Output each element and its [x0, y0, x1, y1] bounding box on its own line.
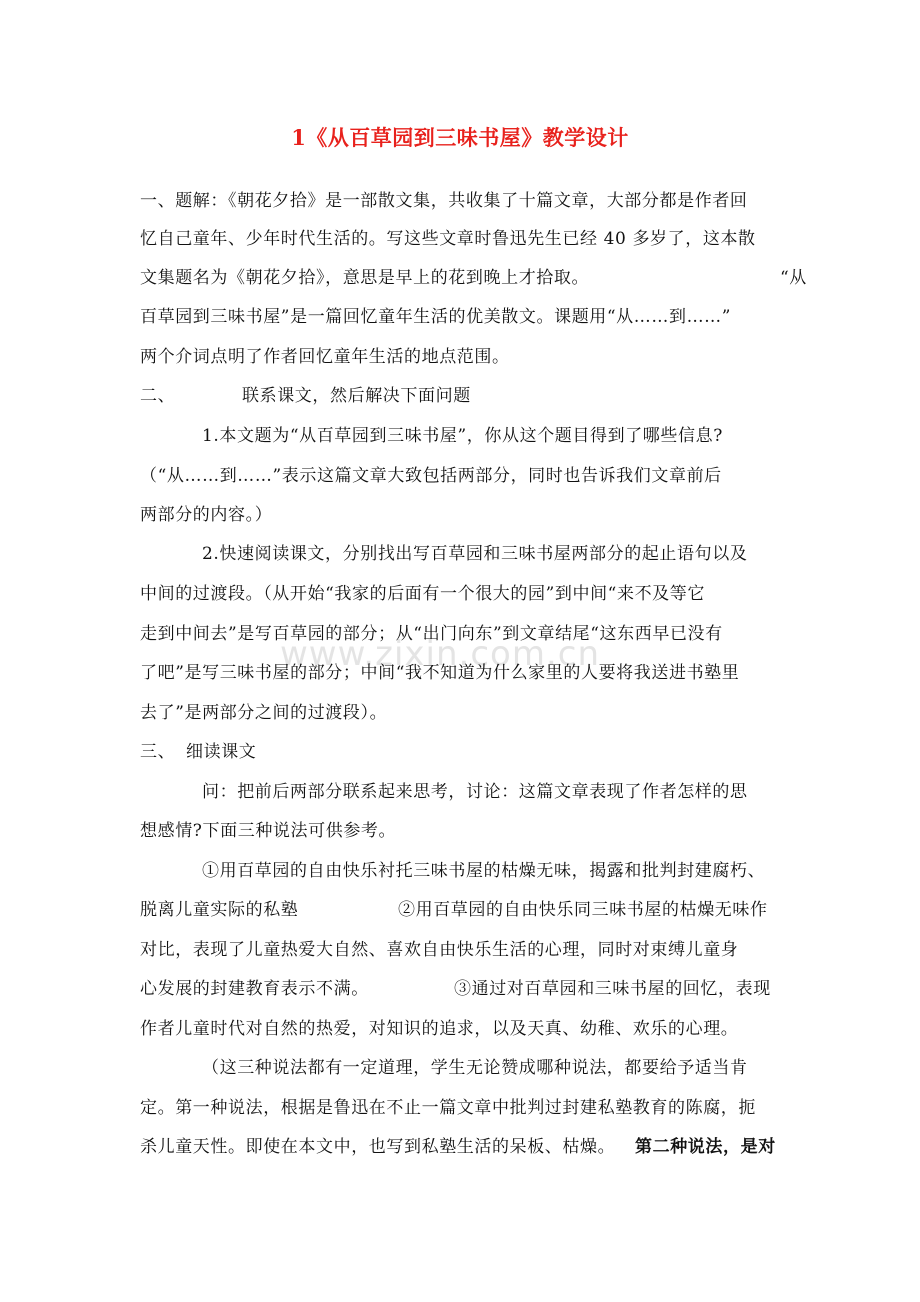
- text-line: 两部分的内容。）: [140, 505, 273, 525]
- section-heading: 细读课文: [186, 742, 257, 762]
- text-line: 作者儿童时代对自然的热爱，对知识的追求，以及天真、幼稚、欢乐的心理。: [140, 1019, 739, 1039]
- text-line: 心发展的封建教育表示不满。: [140, 979, 369, 999]
- section-heading: 联系课文，然后解决下面问题: [242, 386, 471, 406]
- text-line: 了吧”是写三味书屋的部分；中间“我不知道为什么家里的人要将我送进书塾里: [140, 663, 740, 683]
- watermark: www.zixin.com.cn: [280, 634, 600, 674]
- text-line: 定。第一种说法，根据是鲁迅在不止一篇文章中批判过封建私塾教育的陈腐，扼: [140, 1098, 756, 1118]
- text-line: 对比，表现了儿童热爱大自然、喜欢自由快乐生活的心理，同时对束缚儿童身: [140, 940, 739, 960]
- text-line: 1.本文题为“从百草园到三味书屋”，你从这个题目得到了哪些信息?: [202, 426, 723, 446]
- text-line: ③通过对百草园和三味书屋的回忆，表现: [454, 979, 771, 999]
- text-line: 脱离儿童实际的私塾: [140, 900, 299, 920]
- text-line: ②用百草园的自由快乐同三味书屋的枯燥无味作: [398, 900, 768, 920]
- text-line: 杀儿童天性。即使在本文中，也写到私塾生活的呆板、枯燥。: [140, 1137, 616, 1157]
- text-line: 百草园到三味书屋”是一篇回忆童年生活的优美散文。课题用“从……到……”: [140, 307, 732, 327]
- text-line: 2.快速阅读课文，分别找出写百草园和三味书屋两部分的起止语句以及: [202, 544, 748, 564]
- text-line: ①用百草园的自由快乐衬托三味书屋的枯燥无味，揭露和批判封建腐朽、: [202, 861, 766, 881]
- text-line: 忆自己童年、少年时代生活的。写这些文章时鲁迅先生已经 40 多岁了，这本散: [140, 229, 756, 249]
- text-line: （“从……到……”表示这篇文章大致包括两部分，同时也告诉我们文章前后: [140, 466, 722, 486]
- text-line: 问：把前后两部分联系起来思考，讨论：这篇文章表现了作者怎样的思: [202, 782, 748, 802]
- text-line: 去了”是两部分之间的过渡段）。: [140, 703, 388, 723]
- text-line: 两个介词点明了作者回忆童年生活的地点范围。: [140, 347, 510, 367]
- text-line: （这三种说法都有一定道理，学生无论赞成哪种说法，都要给予适当肯: [202, 1058, 748, 1078]
- section-number: 三、: [140, 742, 176, 762]
- bold-text: 第二种说法，是对: [635, 1137, 776, 1157]
- text-line: 走到中间去”是写百草园的部分；从“出门向东”到文章结尾“这东西早已没有: [140, 624, 723, 644]
- text-line: 中间的过渡段。（从开始“我家的后面有一个很大的园”到中间“来不及等它: [140, 584, 705, 604]
- text-line: 文集题名为《朝花夕拾》，意思是早上的花到晚上才拾取。: [140, 268, 590, 288]
- text-line: 一、题解：《朝花夕拾》是一部散文集，共收集了十篇文章，大部分都是作者回: [140, 191, 748, 211]
- text-line: “从: [780, 268, 807, 288]
- text-line: 想感情?下面三种说法可供参考。: [140, 821, 397, 841]
- section-number: 二、: [140, 386, 176, 406]
- document-title: 1《从百草园到三味书屋》教学设计: [291, 125, 629, 150]
